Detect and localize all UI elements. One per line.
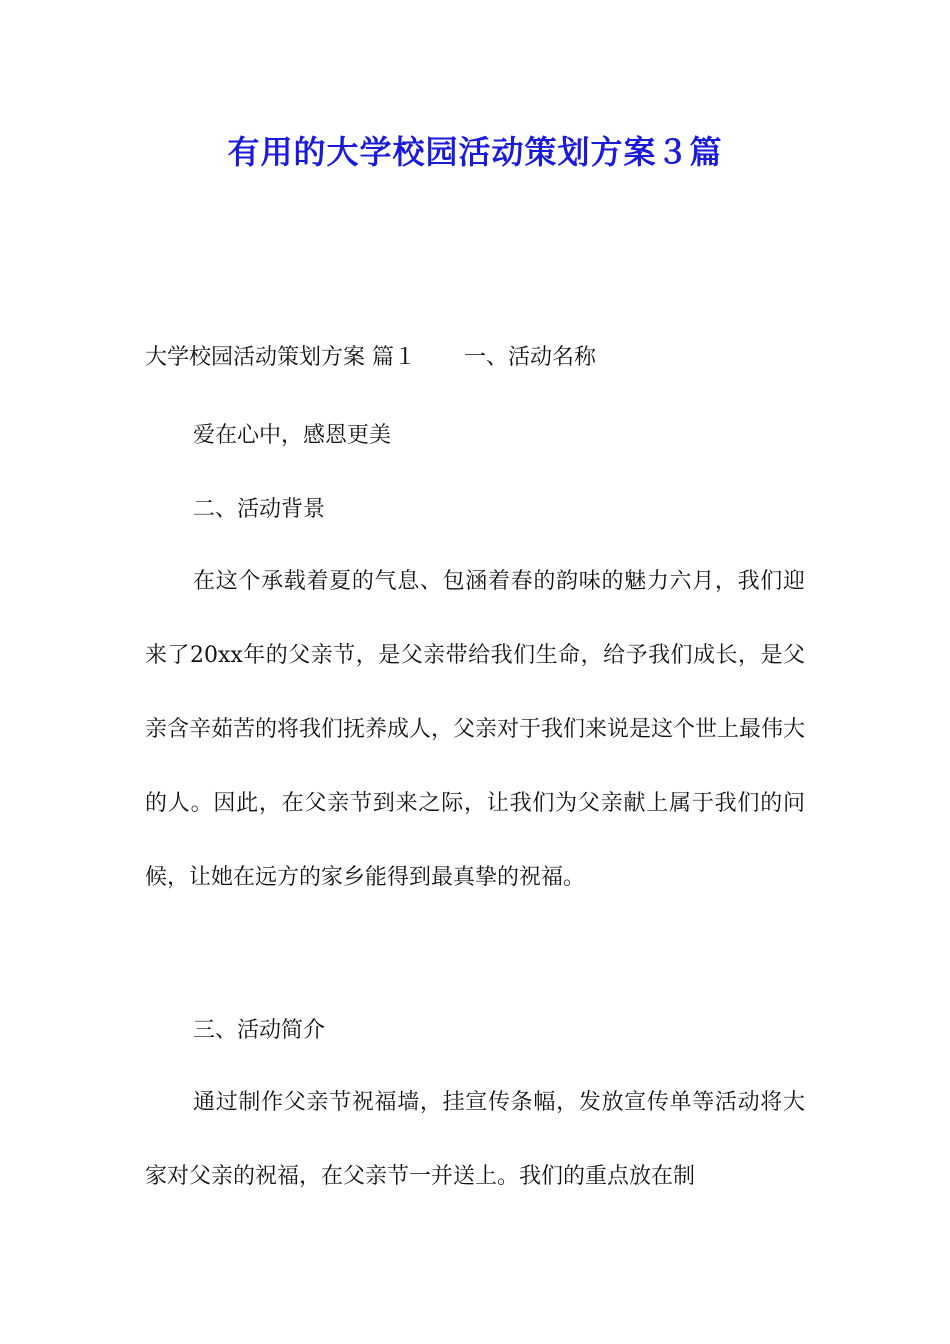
heading-introduction: 三、活动简介 xyxy=(193,1018,326,1043)
introduction-paragraph: 通过制作父亲节祝福墙，挂宣传条幅，发放宣传单等活动将大家对父亲的祝福，在父亲节一并送上。我们的重点放在制 xyxy=(145,1090,805,1189)
heading-background: 二、活动背景 xyxy=(193,497,326,522)
section-header-line xyxy=(145,338,596,378)
background-paragraph: 在这个承载着夏的气息、包涵着春的韵味的魅力六月，我们迎来了20xx年的父亲节，是父亲带给我们生命，给予我们成长，是父亲含辛茹苦的将我们抚养成人，父亲对于我们来说是这个世上最伟大的人。因此，在父亲节到来之际，让我们为父亲献上属于我们的问候，让她在远方的家乡能得到最真挚的祝福。 xyxy=(145,569,806,890)
heading-activity-name: 一、活动名称 xyxy=(464,345,597,370)
section-label: 大学校园活动策划方案 篇１ xyxy=(145,345,416,370)
document-title: 有用的大学校园活动策划方案３篇 xyxy=(227,133,723,171)
activity-name-text: 爱在心中，感恩更美 xyxy=(193,423,392,448)
